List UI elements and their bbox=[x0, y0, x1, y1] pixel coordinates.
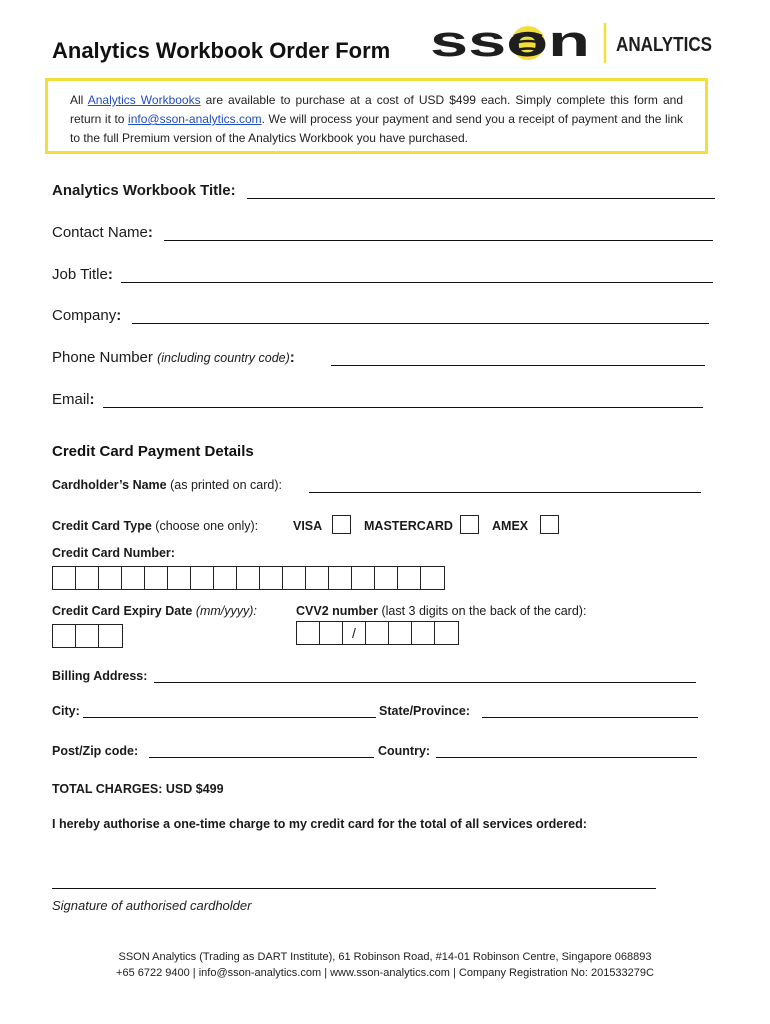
payment-heading: Credit Card Payment Details bbox=[52, 443, 254, 460]
notice-text: . We will process your payment and send you a receipt of payment and the link to the full Premium version of the Analytics Workbook you have purchased. bbox=[70, 112, 683, 145]
city-label: City: bbox=[52, 704, 80, 718]
footer-contact: +65 6722 9400 | info@sson-analytics.com | www.sson-analytics.com | Company Registration No: 201533279C bbox=[116, 967, 654, 979]
expiry-label: Credit Card Expiry Date (mm/yyyy): bbox=[52, 604, 257, 618]
card-type-label: Credit Card Type (choose one only): bbox=[52, 519, 259, 533]
expiry-separator: / bbox=[343, 622, 366, 644]
state-label: State/Province: bbox=[379, 704, 471, 718]
logo-product-name: ANALYTICS bbox=[616, 34, 712, 56]
cvv-label: CVV2 number (last 3 digits on the back of the card): bbox=[296, 604, 587, 618]
mastercard-label: MASTERCARD bbox=[364, 519, 453, 533]
visa-label: VISA bbox=[293, 519, 323, 533]
amex-label: AMEX bbox=[492, 519, 529, 533]
page-title: Analytics Workbook Order Form bbox=[52, 38, 391, 63]
postcode-label: Post/Zip code: bbox=[52, 744, 139, 758]
job-title-field[interactable] bbox=[121, 282, 713, 283]
mastercard-checkbox[interactable] bbox=[460, 515, 479, 534]
workbook-title-label: Analytics Workbook Title: bbox=[52, 182, 236, 199]
analytics-workbooks-link[interactable]: Analytics Workbooks bbox=[87, 93, 201, 107]
card-number-label: Credit Card Number: bbox=[52, 546, 175, 560]
cardholder-field[interactable] bbox=[309, 492, 701, 493]
amex-checkbox[interactable] bbox=[540, 515, 559, 534]
total-charges: TOTAL CHARGES: USD $499 bbox=[52, 782, 224, 796]
email-link[interactable]: info@sson-analytics.com bbox=[128, 112, 262, 126]
card-number-boxes[interactable] bbox=[52, 566, 445, 590]
job-title-label: Job Title: bbox=[52, 266, 113, 283]
signature-label: Signature of authorised cardholder bbox=[52, 898, 252, 913]
contact-name-field[interactable] bbox=[164, 240, 713, 241]
notice-text: are available to purchase at a cost of USD $499 each. Simply complete this form and return it to bbox=[70, 93, 683, 126]
city-field[interactable] bbox=[83, 717, 376, 718]
notice-text: All bbox=[70, 93, 88, 107]
logo-wordmark: sson bbox=[430, 18, 590, 66]
authorisation-statement: I hereby authorise a one-time charge to my credit card for the total of all services ordered: bbox=[52, 817, 587, 831]
phone-field[interactable] bbox=[331, 365, 705, 366]
signature-field[interactable] bbox=[52, 888, 656, 889]
sson-analytics-logo bbox=[430, 18, 720, 68]
country-label: Country: bbox=[378, 744, 431, 758]
billing-address-label: Billing Address: bbox=[52, 669, 148, 683]
company-field[interactable] bbox=[132, 323, 709, 324]
notice-box bbox=[45, 78, 708, 154]
expiry-boxes[interactable] bbox=[52, 624, 123, 648]
visa-checkbox[interactable] bbox=[332, 515, 351, 534]
company-label: Company: bbox=[52, 307, 122, 324]
contact-name-label: Contact Name: bbox=[52, 224, 153, 241]
country-field[interactable] bbox=[436, 757, 697, 758]
cardholder-label: Cardholder’s Name (as printed on card): bbox=[52, 478, 282, 492]
workbook-title-field[interactable] bbox=[247, 198, 715, 199]
email-label: Email: bbox=[52, 391, 95, 408]
billing-address-field[interactable] bbox=[154, 682, 696, 683]
email-field[interactable] bbox=[103, 407, 703, 408]
phone-label: Phone Number (including country code): bbox=[52, 349, 295, 366]
cvv-boxes[interactable] bbox=[296, 621, 459, 645]
postcode-field[interactable] bbox=[149, 757, 374, 758]
footer-address: SSON Analytics (Trading as DART Institute), 61 Robinson Road, #14-01 Robinson Centre, Singapore 068893 bbox=[118, 951, 652, 963]
state-field[interactable] bbox=[482, 717, 698, 718]
